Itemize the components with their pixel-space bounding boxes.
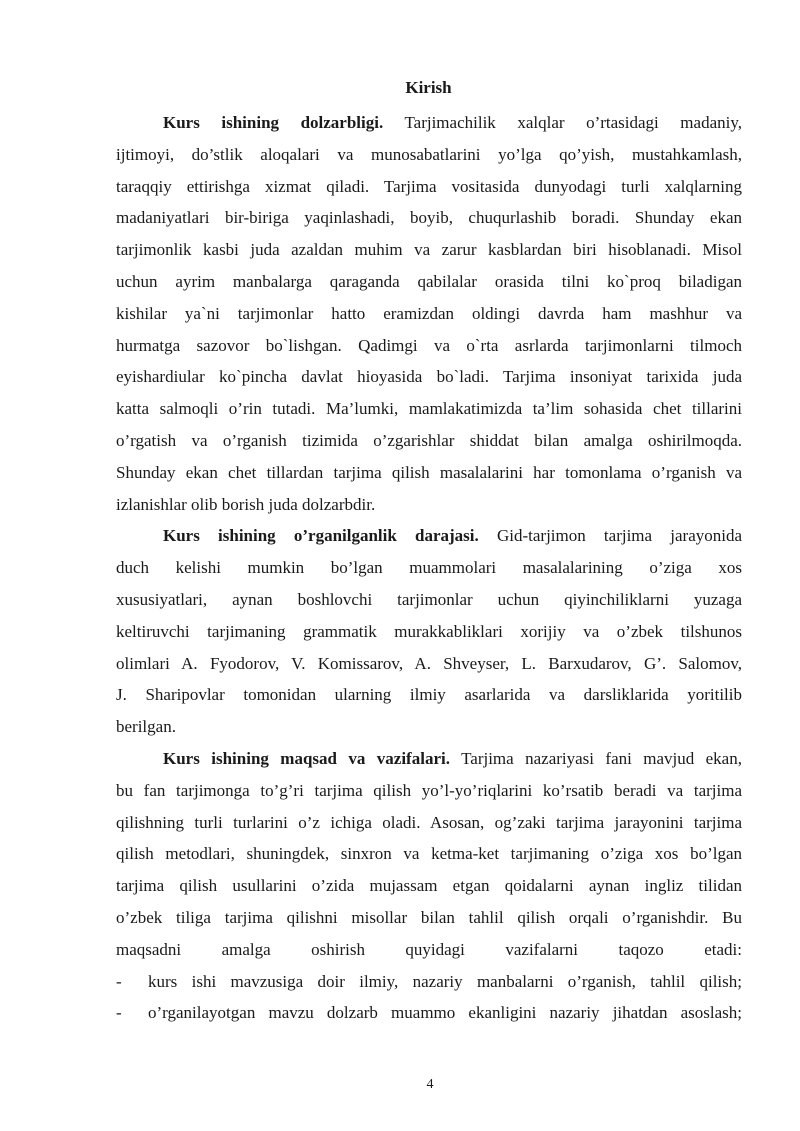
paragraph-1-line: izlanishlar olib borish juda dolzarbdir. xyxy=(116,494,376,514)
paragraph-2-line: J. Sharipovlar tomonidan ularning ilmiy asarlarida va darsliklarida yoritilib xyxy=(116,685,742,705)
paragraph-2-line: keltiruvchi tarjimaning grammatik murakkabliklari xorijiy va o’zbek tilshunos xyxy=(116,621,742,641)
list-bullet: - xyxy=(116,1003,122,1023)
paragraph-1-line: kishilar ya`ni tarjimonlar hatto eramizdan oldingi davrda ham mashhur va xyxy=(116,303,742,323)
paragraph-2-line xyxy=(116,520,742,552)
list-bullet: - xyxy=(116,971,122,991)
paragraph-1-line: hurmatga sazovor bo`lishgan. Qadimgi va o`rta asrlarda tarjimonlarni tilmoch xyxy=(116,335,742,355)
paragraph-1-line: Shunday ekan chet tillardan tarjima qilish masalalarini har tomonlama o’rganish va xyxy=(116,462,742,482)
list-item-text: kurs ishi mavzusiga doir ilmiy, nazariy manbalarni o’rganish, tahlil qilish; xyxy=(148,971,742,991)
paragraph-2-line: duch kelishi mumkin bo’lgan muammolari masalalarining o’ziga xos xyxy=(116,558,742,578)
list-item-text: o’rganilayotgan mavzu dolzarb muammo ekanligini nazariy jihatdan asoslash; xyxy=(148,1003,742,1023)
paragraph-1-text: Tarjimachilik xalqlar o’rtasidagi madaniy, xyxy=(404,113,742,132)
paragraph-2-line: xususiyatlari, aynan boshlovchi tarjimonlar uchun qiyinchiliklarni yuzaga xyxy=(116,589,742,609)
paragraph-1-line xyxy=(116,107,742,139)
paragraph-1-line: ijtimoyi, do’stlik aloqalari va munosabatlarini yo’lga qo’yish, mustahkamlash, xyxy=(116,144,742,164)
section-heading: Kirish xyxy=(405,78,452,97)
paragraph-3-line: qilish metodlari, shuningdek, sinxron va ketma-ket tarjimaning o’ziga xos bo’lgan xyxy=(116,844,742,864)
paragraph-1-line: katta salmoqli o’rin tutadi. Ma’lumki, mamlakatimizda ta’lim sohasida chet tillarini xyxy=(116,399,742,419)
list-item xyxy=(116,997,742,1029)
paragraph-3-line: maqsadni amalga oshirish quyidagi vazifalarni taqozo etadi: xyxy=(116,939,742,959)
paragraph-3-text: Tarjima nazariyasi fani mavjud ekan, xyxy=(461,748,742,768)
paragraph-3-line: bu fan tarjimonga to’g’ri tarjima qilish yo’l-yo’riqlarini ko’rsatib beradi va tarjima xyxy=(116,780,742,800)
paragraph-3-line xyxy=(116,743,742,775)
list-item xyxy=(116,966,742,998)
paragraph-2-lead: Kurs ishining o’rganilganlik darajasi. xyxy=(163,526,479,546)
paragraph-1-line: taraqqiy ettirishga xizmat qiladi. Tarjima vositasida dunyodagi turli xalqlarning xyxy=(116,176,742,196)
paragraph-2-line: berilgan. xyxy=(116,717,176,737)
paragraph-1-line: uchun ayrim manbalarga qaraganda qabilalar orasida tilni ko`proq biladigan xyxy=(116,271,742,291)
paragraph-3-line: o’zbek tiliga tarjima qilishni misollar bilan tahlil qilish orqali o’rganishdir. Bu xyxy=(116,907,742,927)
paragraph-1-line: tarjimonlik kasbi juda azaldan muhim va zarur kasblardan biri hisoblanadi. Misol xyxy=(116,240,742,260)
paragraph-3-lead: Kurs ishining maqsad va vazifalari. xyxy=(163,748,450,768)
paragraph-3-line: tarjima qilish usullarini o’zida mujassam etgan qoidalarni aynan ingliz tilidan xyxy=(116,876,742,896)
paragraph-2-text: Gid-tarjimon tarjima jarayonida xyxy=(496,526,743,546)
paragraph-3-line: qilishning turli turlarini o’z ichiga oladi. Asosan, og’zaki tarjima jarayonini tarjima xyxy=(116,812,742,832)
paragraph-2-line: olimlari A. Fyodorov, V. Komissarov, A. Shveyser, L. Barxudarov, G’. Salomov, xyxy=(116,653,742,673)
paragraph-1-lead: Kurs ishining dolzarbligi. xyxy=(163,113,384,132)
paragraph-1-line: eyishardiular ko`pincha davlat hioyasida bo`ladi. Tarjima insoniyat tarixida juda xyxy=(116,367,742,387)
body-text xyxy=(116,107,742,1029)
paragraph-1-line: madaniyatlari bir-biriga yaqinlashadi, boyib, chuqurlashib boradi. Shunday ekan xyxy=(116,208,742,228)
page-number: 4 xyxy=(426,1077,434,1092)
paragraph-1-line: o’rgatish va o’rganish tizimida o’zgarishlar shiddat bilan amalga oshirilmoqda. xyxy=(116,430,742,450)
